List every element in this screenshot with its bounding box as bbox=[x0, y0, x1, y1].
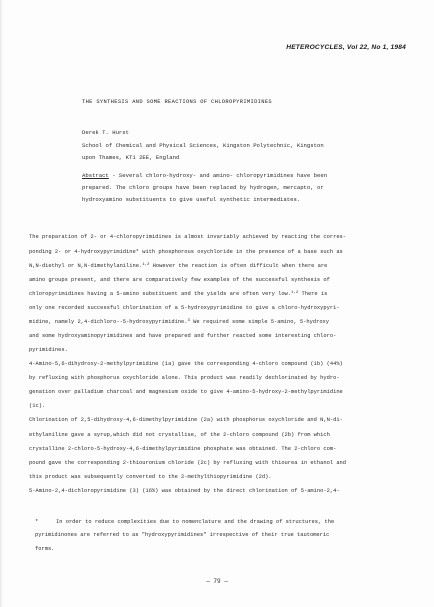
body-line bbox=[29, 291, 327, 297]
article-title: THE SYNTHESIS AND SOME REACTIONS OF CHLOROPYRIMIDINES bbox=[82, 99, 272, 105]
body-line bbox=[29, 319, 329, 325]
footnote-line-1: In order to reduce complexities due to nomenclature and the drawing of structures, the bbox=[56, 519, 335, 525]
journal-header: HETEROCYCLES, Vol 22, No 1, 1984 bbox=[286, 44, 406, 51]
body-line-text: 5-Amino-2,4-dichloropyrimidine (3) (16%) was obtained by the direct chlorination of 5-amino-2,4- bbox=[29, 488, 340, 494]
body-line-text: 4-Amino-5,6-dihydroxy-2-methylpyrimidine (1a) gave the corresponding 4-chloro compound (1b) (44%) bbox=[29, 361, 343, 367]
citation-superscript: 3 bbox=[187, 319, 190, 323]
body-line bbox=[29, 488, 340, 494]
body-line bbox=[29, 417, 343, 423]
body-line bbox=[29, 234, 346, 240]
affiliation-line-1: School of Chemical and Physical Sciences, Kingston Polytechnic, Kingston bbox=[82, 142, 324, 149]
body-line bbox=[29, 446, 336, 452]
body-line-text: amino groups present, and there are comparatively few examples of the successful synthesis of bbox=[29, 277, 330, 283]
body-line-text: midine, namely 2,4-dichloro--5-hydroxypyrimidine. bbox=[29, 319, 188, 325]
body-line-text: pyrimidines. bbox=[29, 347, 68, 353]
body-line bbox=[29, 460, 346, 466]
citation-superscript: 1,2 bbox=[291, 291, 299, 295]
body-line bbox=[29, 333, 336, 339]
body-line bbox=[29, 305, 340, 311]
scan-edge-shadow bbox=[0, 0, 3, 607]
body-line-text: by refluxing with phosphorus oxychloride alone. This product was readily dechlorinated by hydro- bbox=[29, 375, 340, 381]
body-line-text: genation over palladium charcoal and magnesium oxide to give 4-amino-5-hydroxy-2-methylpyrimidine bbox=[29, 389, 343, 395]
body-line bbox=[29, 249, 343, 255]
footnote-line-3: forms. bbox=[35, 546, 55, 552]
abstract-line-3: hydroxyamino substituents to give useful synthetic intermediates. bbox=[82, 196, 301, 203]
citation-superscript: 1,2 bbox=[142, 263, 150, 267]
body-line bbox=[29, 389, 343, 395]
body-line-text: ethylaniline gave a syrup,which did not crystallise, of the 2-chloro compound (2b) from which bbox=[29, 432, 330, 438]
abstract-line-1 bbox=[82, 172, 412, 179]
body-line-text: only one recorded successful chlorination of a 5-hydroxypyrimidine to give a chloro-hydroxypyri- bbox=[29, 305, 340, 311]
body-line-text: crystalline 2-chloro-5-hydroxy-4,6-dimethylpyrimidine phosphate was obtained. The 2-chloro com- bbox=[29, 446, 337, 452]
body-line bbox=[29, 432, 330, 438]
body-line-text: Chlorination of 2,5-dihydroxy-4,6-dimethylpyrimidine (2a) with phosphorus oxychloride and N,N-di- bbox=[29, 417, 343, 423]
body-line bbox=[29, 375, 340, 381]
body-line-text: N,N-diethyl or N,N-dimethylaniline. bbox=[29, 263, 143, 269]
abstract-line-2: prepared. The chloro groups have been replaced by hydrogen, mercapto, or bbox=[82, 184, 324, 191]
footnote-line-2: pyrimidinones are referred to as "hydroxypyrimidines" irrespective of their true tautomeric bbox=[35, 532, 330, 538]
body-line-continuation: There is bbox=[298, 291, 328, 297]
footnote-marker: * bbox=[35, 519, 39, 525]
body-line bbox=[29, 474, 272, 480]
body-line-text: pound gave the corresponding 2-thiouronium chloride (2c) by refluxing with thiourea in ethanol and bbox=[29, 460, 347, 466]
body-line-text: (1c). bbox=[29, 403, 46, 409]
affiliation-line-2: upon Thames, KT1 2EE, England bbox=[82, 154, 180, 161]
body-line-text: ponding 2- or 4-hydroxypyrimidine* with phosphorous oxychloride in the presence of a base such as bbox=[29, 249, 343, 255]
page-number: — 79 — bbox=[206, 578, 228, 585]
body-line-continuation: We required some simple 5-amino, 5-hydroxy bbox=[189, 319, 330, 325]
body-line bbox=[29, 277, 330, 283]
author-name: Derek T. Hurst bbox=[82, 129, 129, 136]
abstract-label: Abstract bbox=[82, 172, 109, 179]
body-line-continuation: However the reaction is often difficult when there are bbox=[149, 263, 328, 269]
body-line bbox=[29, 361, 343, 367]
body-line-text: and some hydroxyaminopyrimidines and have prepared and further reacted some interesting chloro- bbox=[29, 333, 337, 339]
body-line bbox=[29, 347, 68, 353]
body-line bbox=[29, 403, 45, 409]
body-line-text: The preparation of 2- or 4-chloropyrimidines is almost invariably achieved by reacting the corres- bbox=[29, 234, 347, 240]
body-line-text: chloropyrimidines having a 5-amino substituent and the yields are often very low. bbox=[29, 291, 292, 297]
abstract-text: - Several chloro-hydroxy- and amino- chloropyrimidines have been bbox=[108, 172, 328, 179]
body-line bbox=[29, 263, 327, 269]
body-line-text: this product was subsequently converted to the 2-methylthiopyrimidine (2d). bbox=[29, 474, 272, 480]
